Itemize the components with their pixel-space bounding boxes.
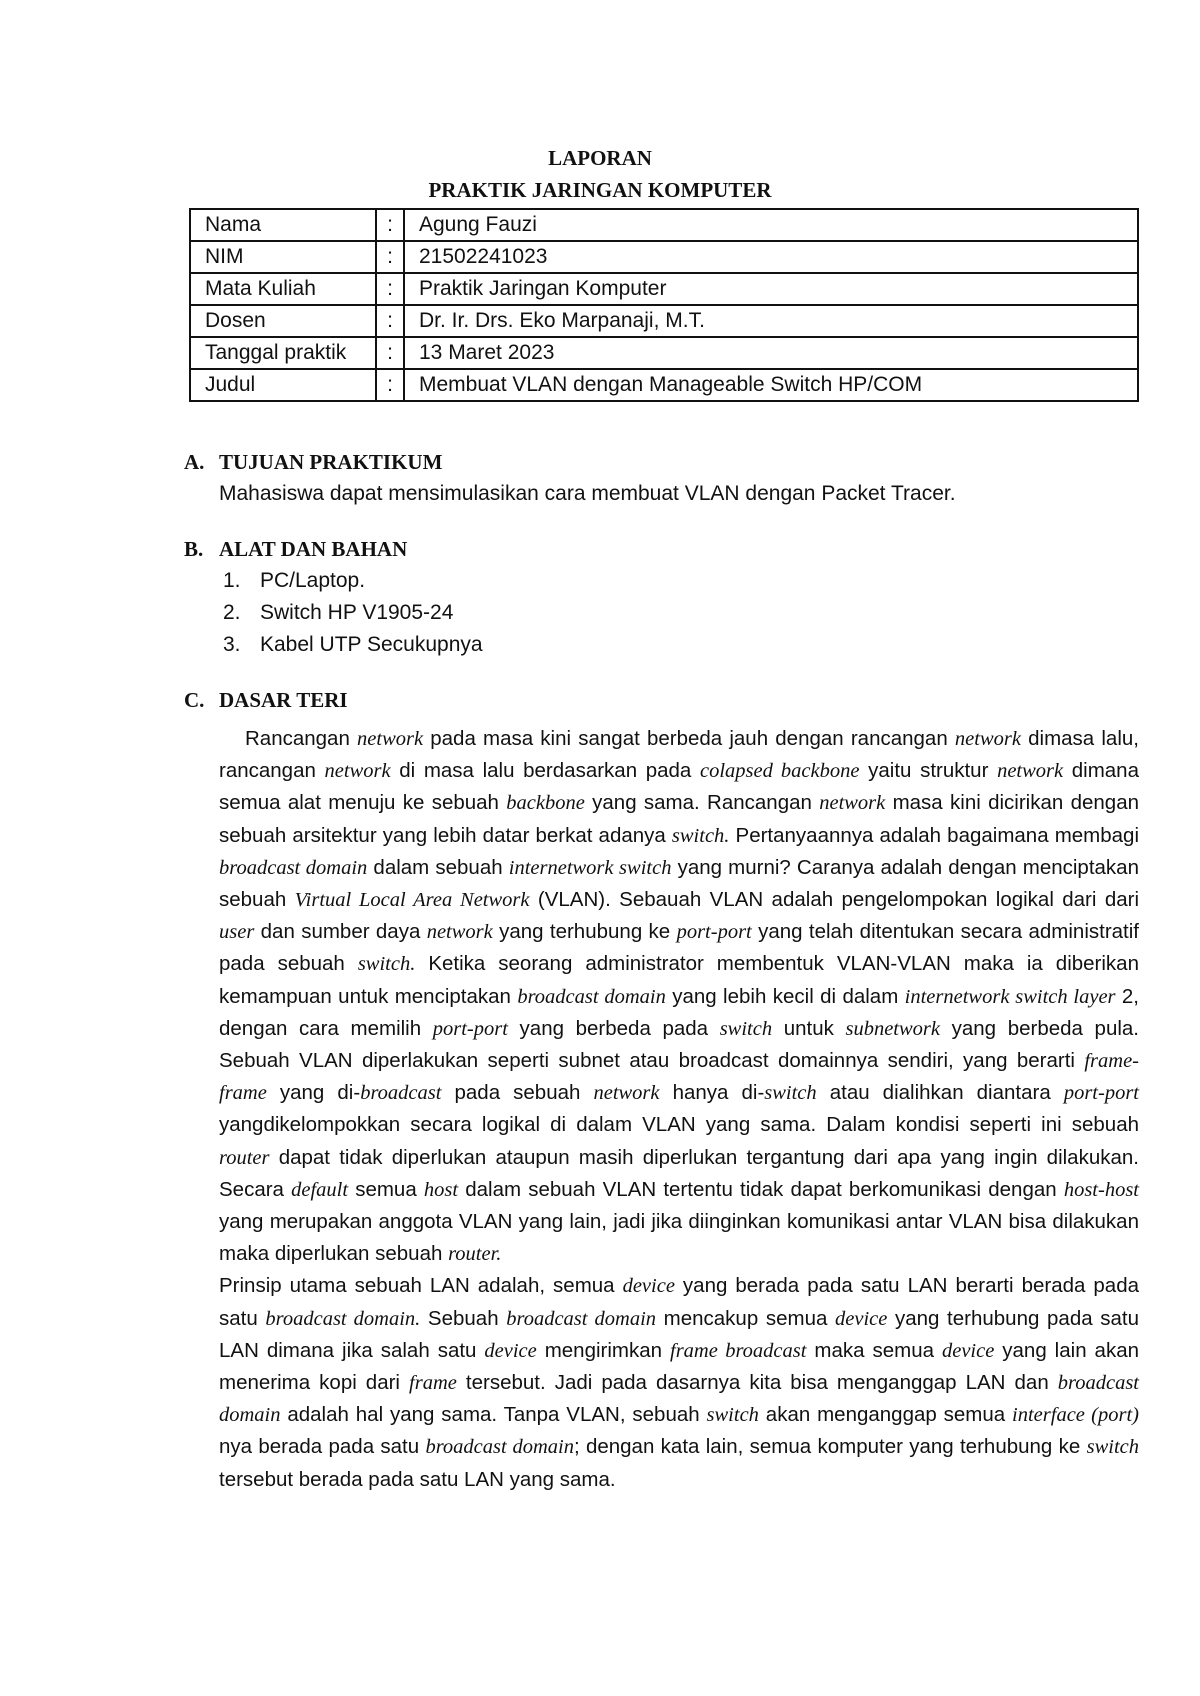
text-run: dalam sebuah VLAN tertentu tidak dapat berkomunikasi dengan [458,1177,1064,1201]
italic-term: switch. [671,824,730,847]
italic-term: switch. [357,953,416,976]
italic-term: network [997,760,1064,783]
list-item [223,633,483,657]
text-run: yang lebih kecil di dalam [665,984,905,1008]
text-run: yang di- [266,1081,361,1105]
identity-value: 21502241023 [404,241,1138,273]
identity-value: Membuat VLAN dengan Manageable Switch HP/COM [404,369,1138,401]
text-run: yang murni? Caranya adalah dengan menciptakan sebuah [219,855,1139,912]
text-run: yang merupakan anggota VLAN yang lain, jadi jika diinginkan komunikasi antar VLAN bisa dilakukan maka diperlukan sebuah [219,1210,1139,1266]
paragraph [219,1270,1139,1495]
italic-term: device [622,1275,675,1298]
italic-term: Virtual Local Area Network [294,889,530,912]
italic-term: switch [1086,1436,1139,1459]
italic-term: network [819,792,886,815]
italic-term: frame-frame [219,1050,1139,1105]
identity-row-tanggal [190,337,1138,369]
section-b-heading [184,537,407,562]
italic-term: backbone [506,792,585,815]
italic-term: port-port [676,921,752,944]
identity-separator: : [376,337,404,369]
italic-term: port-port [1063,1082,1139,1105]
identity-row-nama [190,209,1138,241]
text-run: yang telah ditentukan secara administratif pada sebuah [219,920,1140,976]
identity-value: Praktik Jaringan Komputer [404,273,1138,305]
italic-term: broadcast domain [425,1436,574,1459]
text-run: tersebut. Jadi pada dasarnya kita bisa menganggap LAN dan [456,1371,1058,1395]
italic-term: broadcast domain [219,856,368,879]
section-letter: B. [184,537,204,561]
italic-term: router. [448,1243,502,1266]
italic-term: device [941,1339,995,1362]
text-run: akan menganggap semua [758,1403,1013,1427]
text-run: dimana semua alat menuju ke sebuah [219,759,1139,815]
identity-label: Dosen [190,305,376,337]
italic-term: switch [706,1404,759,1427]
text-run: yangdikelompokkan secara logikal di dalam VLAN yang sama. Dalam kondisi seperti ini sebuah [219,1113,1139,1137]
report-subtitle: PRAKTIK JARINGAN KOMPUTER [428,178,772,202]
text-run: adalah hal yang sama. Tanpa VLAN, sebuah [280,1403,707,1427]
text-run: dapat tidak diperlukan ataupun masih diperlukan tergantung dari apa yang ingin dilakukan. Secara [219,1145,1139,1201]
italic-term: switch [764,1082,817,1105]
text-run: pada masa kini sangat berbeda jauh dengan rancangan [423,727,955,750]
italic-term: frame [409,1372,457,1395]
text-run: Pertanyaannya adalah bagaimana membagi [729,823,1140,847]
identity-row-nim [190,241,1138,273]
section-letter: A. [184,450,205,474]
identity-separator: : [376,273,404,305]
list-number: 3. [223,633,241,656]
identity-value: Agung Fauzi [404,209,1138,241]
text-run: (VLAN). Sebauah VLAN adalah pengelompokan logikal dari dari [529,888,1139,912]
text-run: semua [348,1177,424,1201]
section-a-text: Mahasiswa dapat mensimulasikan cara membuat VLAN dengan Packet Tracer. [219,482,956,505]
identity-row-mata-kuliah [190,273,1138,305]
identity-value: Dr. Ir. Drs. Eko Marpanaji, M.T. [404,305,1138,337]
text-run: yang berada pada satu LAN berarti berada pada satu [219,1274,1140,1330]
italic-term: switch [719,1017,773,1040]
list-number: 2. [223,601,241,624]
identity-row-judul [190,369,1138,401]
identity-separator: : [376,209,404,241]
text-run: nya berada pada satu [219,1435,426,1459]
italic-term: broadcast domain [517,985,666,1008]
text-run: yang berbeda pula. Sebuah VLAN diperlakukan seperti subnet atau broadcast domainnya sendiri, yang berarti [219,1016,1139,1073]
list-text: Kabel UTP Secukupnya [260,633,483,656]
italic-term: port-port [432,1017,508,1040]
text-run: pada sebuah [441,1081,594,1105]
italic-term: default [291,1178,349,1201]
text-run: maka semua [806,1338,942,1362]
paragraph [219,723,1139,1270]
list-text: Switch HP V1905-24 [260,601,454,624]
section-letter: C. [184,688,205,712]
text-run: dan sumber daya [254,920,427,944]
italic-term: interface (port) [1012,1404,1140,1427]
identity-separator: : [376,305,404,337]
identity-label: Nama [190,209,376,241]
text-run: atau dialihkan diantara [816,1081,1064,1105]
italic-term: host-host [1063,1178,1139,1201]
italic-term: colapsed backbone [699,760,860,783]
identity-label: Mata Kuliah [190,273,376,305]
italic-term: router [219,1146,270,1169]
text-run: masa kini dicirikan dengan sebuah arsitektur yang lebih datar berkat adanya [219,791,1139,847]
italic-term: network [426,921,493,944]
text-run: Rancangan [245,727,358,750]
italic-term: broadcast [360,1082,442,1105]
identity-value: 13 Maret 2023 [404,337,1138,369]
identity-table [189,208,1139,402]
section-title: DASAR TERI [219,688,348,712]
text-run: yang lain akan menerima kopi dari [219,1338,1140,1395]
italic-term: network [324,760,391,783]
text-run: Prinsip utama sebuah LAN adalah, semua [219,1274,623,1298]
text-run: hanya di- [659,1081,765,1105]
section-title: ALAT DAN BAHAN [219,537,408,561]
section-c-heading [184,688,348,713]
text-run: ; dengan kata lain, semua komputer yang terhubung ke [573,1435,1087,1459]
identity-separator: : [376,369,404,401]
text-run: yang berbeda pada [507,1016,720,1040]
text-run: mengirimkan [536,1338,670,1362]
italic-term: internetwork switch [508,856,672,879]
text-run: Sebuah [420,1306,507,1330]
list-item [223,569,365,593]
italic-term: device [484,1339,537,1362]
italic-term: subnetwork [845,1017,941,1040]
italic-term: broadcast domain [219,1372,1140,1427]
text-run: mencakup semua [656,1306,836,1330]
section-c-body [219,723,1139,1496]
list-item [223,601,453,625]
italic-term: network [357,728,424,750]
text-run: 2, dengan cara memilih [219,984,1139,1040]
list-number: 1. [223,569,241,592]
list-text: PC/Laptop. [260,569,366,592]
text-run: yang terhubung pada satu LAN dimana jika salah satu [219,1306,1139,1362]
text-run: dalam sebuah [367,855,509,879]
italic-term: broadcast domain [506,1307,657,1330]
text-run: untuk [772,1016,846,1040]
italic-term: user [219,921,255,944]
section-a-heading [184,450,442,475]
italic-term: network [954,728,1021,750]
identity-row-dosen [190,305,1138,337]
italic-term: frame broadcast [670,1339,807,1362]
italic-term: network [593,1082,660,1105]
identity-label: Tanggal praktik [190,337,376,369]
italic-term: internetwork switch layer [904,985,1116,1008]
identity-separator: : [376,241,404,273]
text-run: yang terhubung ke [492,920,677,944]
identity-label: NIM [190,241,376,273]
italic-term: broadcast domain. [265,1307,421,1330]
text-run: yang sama. Rancangan [584,791,820,815]
text-run: tersebut berada pada satu LAN yang sama. [219,1467,616,1491]
text-run: yaitu struktur [859,759,998,783]
section-title: TUJUAN PRAKTIKUM [219,450,443,474]
text-run: dimasa lalu, rancangan [219,727,1139,783]
identity-label: Judul [190,369,376,401]
italic-term: host [423,1178,459,1201]
italic-term: device [835,1307,888,1330]
text-run: di masa lalu berdasarkan pada [390,759,700,783]
report-title: LAPORAN [548,146,652,170]
text-run: Ketika seorang administrator membentuk VLAN-VLAN maka ia diberikan kemampuan untuk menciptakan [219,952,1139,1008]
